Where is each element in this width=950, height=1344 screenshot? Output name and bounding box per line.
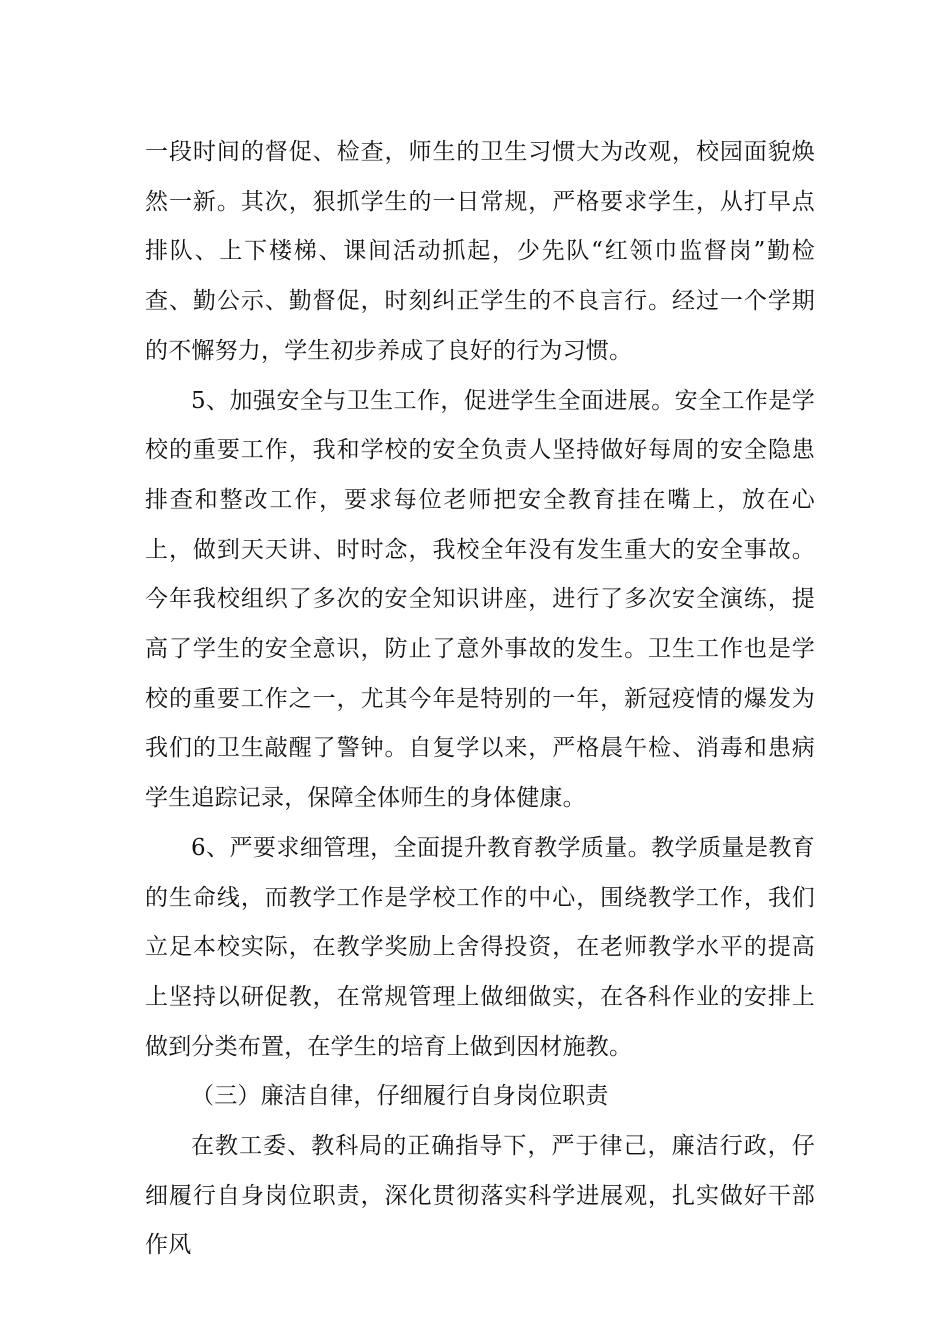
paragraph-hygiene-routine: 一段时间的督促、检查，师生的卫生习惯大为改观，校园面貌焕然一新。其次，狠抓学生的一日常规，严格要求学生，从打早点排队、上下楼梯、课间活动抓起，少先队“红领巾监督岗”勤检查、勤公示、勤督促，时刻纠正学生的不良言行。经过一个学期的不懈努力，学生初步养成了良好的行为习惯。 [145, 139, 815, 364]
paragraph-integrity-duties: 在教工委、教科局的正确指导下，严于律己，廉洁行政，仔细履行自身岗位职责，深化贯彻落实科学进展观，扎实做好干部作风 [145, 1133, 815, 1259]
section-heading-integrity: （三）廉洁自律，仔细履行自身岗位职责 [191, 1083, 609, 1110]
paragraph-safety-hygiene: 5、加强安全与卫生工作，促进学生全面进展。安全工作是学校的重要工作，我和学校的安全负责人坚持做好每周的安全隐患排查和整改工作，要求每位老师把安全教育挂在嘴上，放在心上，做到天天讲、时时念，我校全年没有发生重大的安全事故。今年我校组织了多次的安全知识讲座，进行了多次安全演练，提高了学生的安全意识，防止了意外事故的发生。卫生工作也是学校的重要工作之一，尤其今年是特别的一年，新冠疫情的爆发为我们的卫生敲醒了警钟。自复学以来，严格晨午检、消毒和患病学生追踪记录，保障全体师生的身体健康。 [145, 387, 815, 812]
paragraph-teaching-quality: 6、严要求细管理，全面提升教育教学质量。教学质量是教育的生命线，而教学工作是学校工作的中心，围绕教学工作，我们立足本校实际，在教学奖励上舍得投资，在老师教学水平的提高上坚持以研促教，在常规管理上做细做实，在各科作业的安排上做到分类布置，在学生的培育上做到因材施教。 [145, 834, 815, 1060]
document-body [145, 128, 815, 1271]
